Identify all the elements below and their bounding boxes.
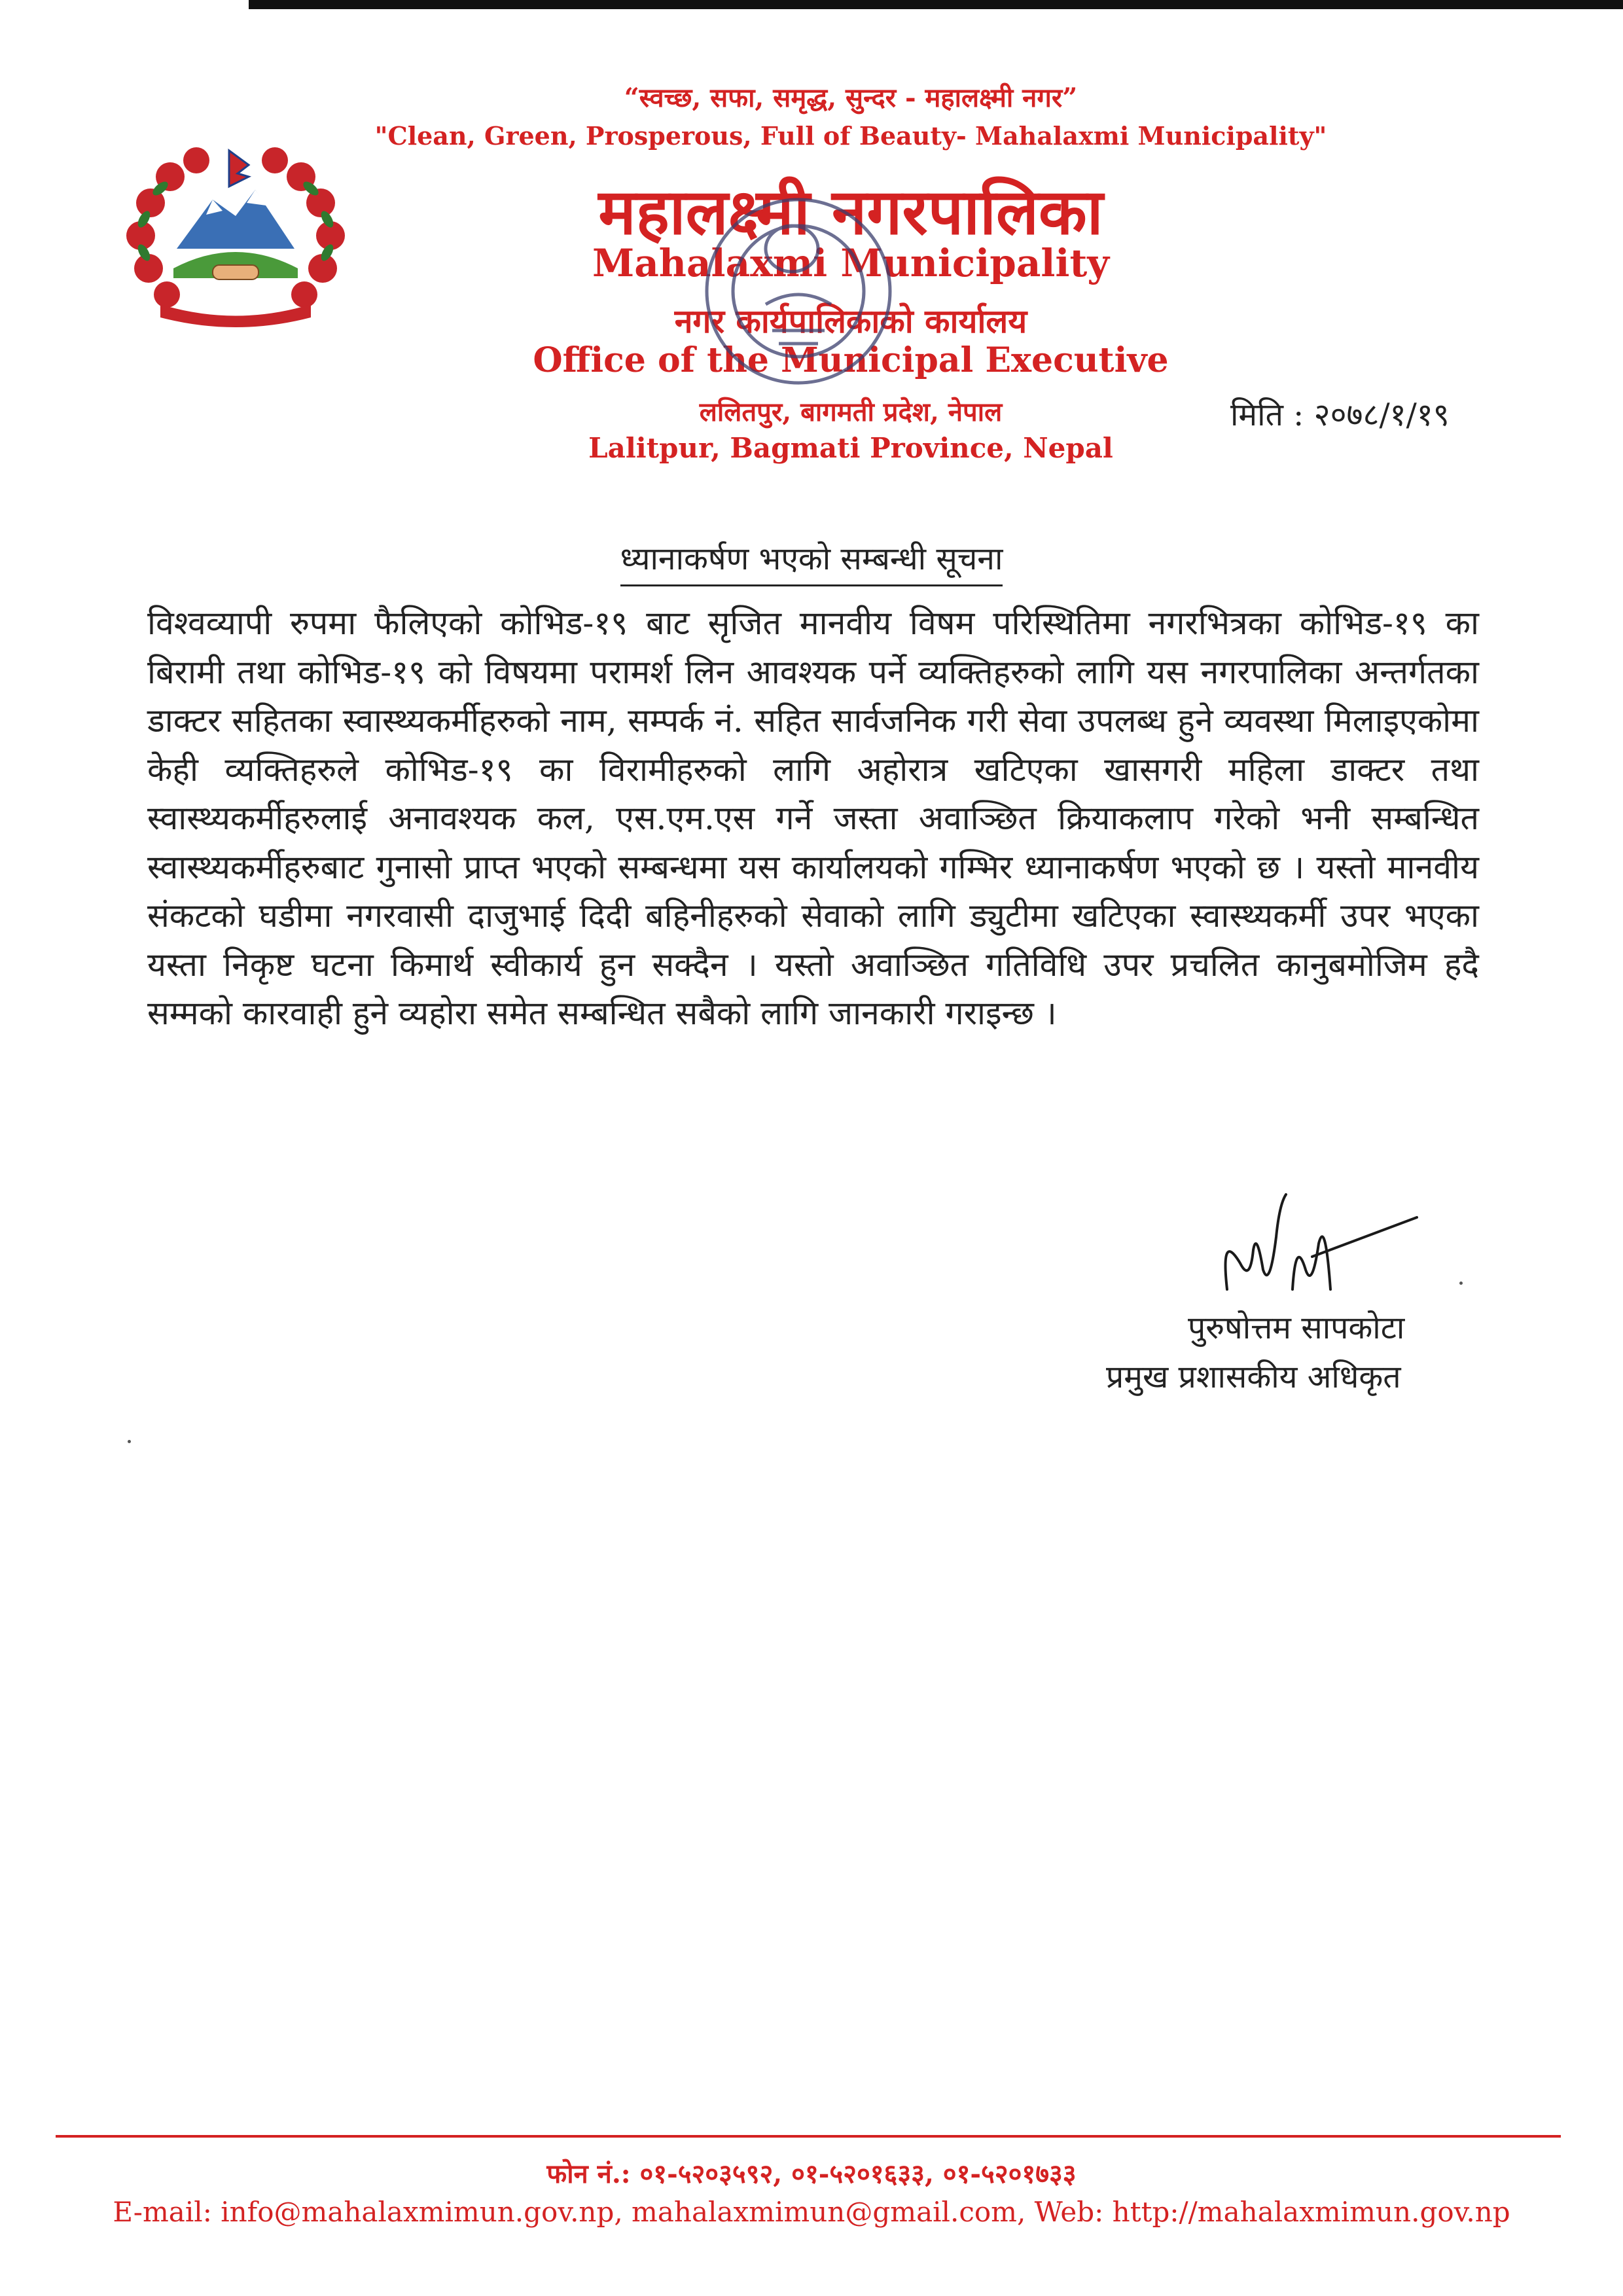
letter-date: मिति : २०७८/१/१९ [1230,397,1450,433]
footer-divider [56,2135,1561,2138]
notice-body: विश्वव्यापी रुपमा फैलिएको कोभिड-१९ बाट सृजित मानवीय विषम परिस्थितिमा नगरभित्रका कोभिड-१९ का बिरामी तथा कोभिड-१९ को विषयमा परामर्श लिन आवश्यक पर्ने व्यक्तिहरुको लागि यस नगरपालिका अन्तर्गतका डाक्टर सहितका स्वास्थ्यकर्मीहरुको नाम, सम्पर्क नं. सहित सार्वजनिक गरी सेवा उपलब्ध हुने व्यवस्था मिलाइएकोमा केही व्यक्तिहरुले कोभिड-१९ का विरामीहरुको लागि अहोरात्र खटिएका खासगरी महिला डाक्टर तथा स्वास्थ्यकर्मीहरुलाई अनावश्यक कल, एस.एम.एस गर्ने जस्ता अवाञ्छित क्रियाकलाप गरेको भनी सम्बन्धित स्वास्थ्यकर्मीहरुबाट गुनासो प्राप्त भएको सम्बन्धमा यस कार्यालयको गम्भिर ध्यानाकर्षण भएको छ । यस्तो मानवीय संकटको घडीमा नगरवासी दाजुभाई दिदी बहिनीहरुको सेवाको लागि ड्युटीमा खटिएका स्वास्थ्यकर्मी उपर भएका यस्ता निकृष्ट घटना किमार्थ स्वीकार्य हुन सक्दैन । यस्तो अवाञ्छित गतिविधि उपर प्रचलित कानुबमोजिम हदै सम्मको कारवाही हुने व्यहोरा समेत सम्बन्धित सबैको लागि जानकारी गराइन्छ । [147,604,1479,1032]
footer-contact: E-mail: info@mahalaxmimun.gov.np, mahalaxmimun@gmail.com, Web: http://mahalaxmimun.gov.np [113,2196,1510,2228]
address-nepali: ललितपुर, बागमती प्रदेश, नेपाल [699,397,1003,427]
signatory-title: प्रमुख प्रशासकीय अधिकृत [1106,1359,1401,1395]
office-name-english: Office of the Municipal Executive [533,340,1169,380]
handwritten-signature-icon [1214,1191,1423,1302]
notice-subject-text: ध्यानाकर्षण भएको सम्बन्धी सूचना [620,537,1003,586]
scan-edge [249,0,1623,9]
municipality-name-english: Mahalaxmi Municipality [592,241,1109,285]
motto-english: "Clean, Green, Prosperous, Full of Beauty- Mahalaxmi Municipality" [374,121,1327,151]
municipality-name-nepali: महालक्ष्मी नगरपालिका [598,175,1103,249]
footer-phone: फोन नं.: ०१-५२०३५९२, ०१-५२०१६३३, ०१-५२०१७३३ [546,2159,1077,2189]
notice-subject [0,537,1623,586]
office-stamp-icon [694,187,903,396]
motto-nepali: “स्वच्छ, सफा, समृद्ध, सुन्दर - महालक्ष्मी नगर” [624,82,1078,113]
scan-speck [1459,1282,1463,1285]
office-name-nepali: नगर कार्यपालिकाको कार्यालय [674,302,1027,340]
signatory-name: पुरुषोत्तम सापकोटा [1188,1310,1405,1346]
address-english: Lalitpur, Bagmati Province, Nepal [588,432,1113,464]
scan-speck [128,1440,131,1443]
